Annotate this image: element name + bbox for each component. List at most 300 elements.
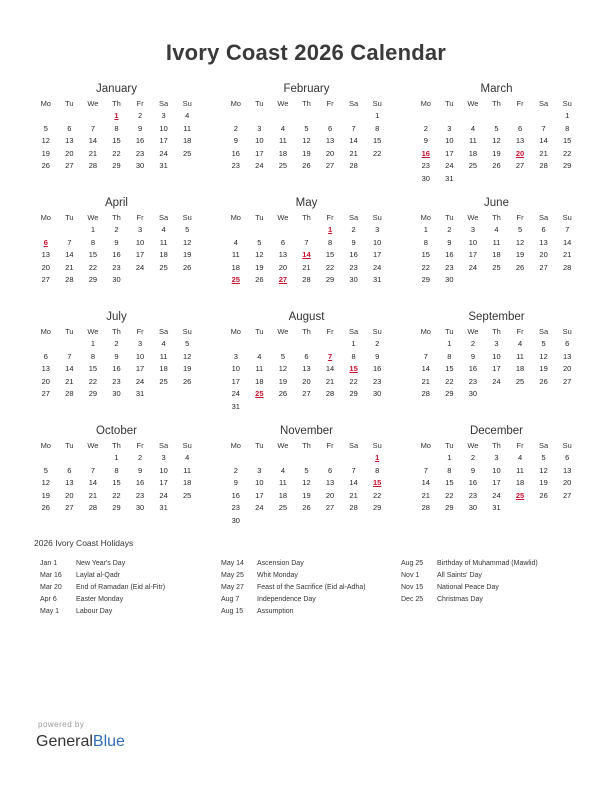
day-cell: 9 (375, 351, 380, 361)
weekday-label: We (277, 213, 289, 222)
day-cell: 20 (562, 364, 572, 373)
week-row (414, 351, 579, 364)
holiday-column (221, 558, 366, 618)
day-cell: 14 (88, 136, 98, 145)
day-cell: 26 (41, 161, 50, 170)
holiday-date: Nov 15 (401, 584, 424, 591)
holiday-day-cell: 15 (349, 364, 358, 373)
weekday-label: Mo (40, 327, 51, 336)
month-october (34, 422, 199, 526)
weekday-label: Fr (136, 99, 144, 108)
day-cell: 6 (67, 123, 72, 133)
day-cell: 20 (65, 490, 74, 500)
day-cell: 24 (231, 389, 240, 398)
month-november (224, 422, 389, 526)
weekday-label: Sa (539, 441, 549, 450)
empty-day-cell (485, 388, 509, 401)
empty-day-cell (271, 224, 295, 237)
day-cell: 29 (112, 503, 121, 512)
day-cell: 20 (278, 262, 288, 272)
day-cell: 25 (182, 490, 192, 500)
week-row (34, 224, 199, 237)
holiday-day-cell: 1 (114, 111, 119, 120)
day-cell: 24 (159, 148, 168, 158)
day-cell: 20 (302, 376, 311, 386)
day-cell: 10 (255, 478, 264, 487)
weekday-header (34, 98, 199, 110)
empty-day-cell (81, 452, 105, 465)
holiday-day-cell: 20 (515, 148, 525, 158)
day-cell: 18 (278, 490, 288, 500)
weekday-label: We (467, 213, 479, 222)
weekday-header (34, 326, 199, 338)
day-cell: 10 (492, 351, 501, 361)
day-cell: 3 (447, 123, 452, 133)
day-cell: 28 (302, 275, 311, 284)
empty-day-cell (414, 338, 438, 351)
day-cell: 22 (112, 490, 121, 500)
day-cell: 31 (159, 161, 168, 170)
weekday-label: Tu (445, 327, 454, 336)
day-cell: 5 (280, 351, 285, 361)
day-cell: 4 (161, 225, 166, 234)
day-cell: 9 (470, 351, 475, 361)
day-cell: 30 (349, 275, 358, 284)
holiday-row (401, 594, 538, 606)
holiday-day-cell: 1 (375, 453, 380, 462)
empty-day-cell (271, 401, 295, 414)
holiday-date: Mar 20 (40, 584, 62, 591)
day-cell: 25 (492, 262, 501, 272)
empty-day-cell (58, 110, 82, 123)
day-cell: 21 (421, 490, 430, 500)
day-cell: 5 (185, 225, 190, 234)
empty-day-cell (224, 224, 248, 237)
day-cell: 2 (470, 339, 475, 348)
week-row (34, 490, 199, 503)
day-cell: 7 (67, 237, 72, 247)
weekday-label: Su (562, 99, 572, 108)
holiday-date: May 1 (40, 608, 60, 615)
month-december (414, 422, 579, 526)
holiday-name: Whit Monday (257, 572, 298, 579)
weekday-label: Fr (136, 441, 144, 450)
empty-day-cell (438, 110, 462, 123)
month-march (414, 80, 579, 184)
day-cell: 19 (302, 490, 311, 500)
weekday-label: Sa (349, 213, 359, 222)
day-cell: 22 (421, 262, 430, 272)
empty-day-cell (175, 388, 199, 401)
day-cell: 8 (565, 123, 570, 133)
day-cell: 13 (65, 136, 74, 145)
day-cell: 21 (562, 250, 572, 259)
day-cell: 30 (468, 389, 478, 398)
day-cell: 9 (114, 351, 119, 361)
weekday-label: Fr (326, 99, 334, 108)
day-cell: 18 (515, 478, 525, 487)
holiday-day-cell: 25 (515, 490, 525, 500)
weekday-label: Th (112, 99, 121, 108)
day-cell: 7 (90, 123, 95, 133)
day-cell: 29 (349, 389, 358, 398)
holiday-name: National Peace Day (437, 584, 499, 591)
day-cell: 11 (279, 478, 287, 487)
week-row (414, 502, 579, 515)
day-cell: 8 (114, 465, 119, 475)
week-row (224, 123, 389, 136)
weekday-label: Th (492, 213, 501, 222)
holiday-date: Jan 1 (40, 560, 58, 567)
day-cell: 31 (159, 503, 168, 512)
holiday-name: Birthday of Muhammad (Mawlid) (437, 560, 538, 567)
day-cell: 17 (231, 376, 240, 386)
day-cell: 24 (135, 376, 145, 386)
week-row (224, 477, 389, 490)
day-cell: 20 (325, 490, 335, 500)
day-cell: 16 (349, 250, 358, 259)
day-cell: 20 (41, 376, 50, 386)
week-row (224, 148, 389, 161)
holiday-row (401, 582, 538, 594)
weekday-label: Sa (349, 99, 359, 108)
week-row (34, 376, 199, 389)
day-cell: 17 (445, 148, 454, 158)
day-cell: 17 (135, 250, 145, 259)
day-cell: 9 (233, 136, 238, 145)
empty-day-cell (34, 338, 58, 351)
day-cell: 15 (445, 478, 454, 487)
month-july (34, 308, 199, 412)
empty-day-cell (224, 110, 248, 123)
day-cell: 9 (137, 465, 143, 475)
day-cell: 18 (159, 250, 168, 259)
week-row (414, 224, 579, 237)
day-cell: 19 (182, 364, 192, 373)
week-row (414, 237, 579, 250)
day-cell: 4 (257, 351, 262, 361)
holiday-date: May 14 (221, 560, 244, 567)
day-cell: 24 (468, 262, 478, 272)
day-cell: 6 (517, 123, 523, 133)
week-row (414, 376, 579, 389)
week-row (224, 249, 389, 262)
day-cell: 2 (137, 111, 143, 120)
day-cell: 16 (135, 136, 145, 145)
day-cell: 11 (469, 136, 477, 145)
day-cell: 13 (562, 351, 572, 361)
day-cell: 18 (492, 250, 501, 259)
empty-day-cell (318, 452, 342, 465)
day-cell: 26 (182, 262, 192, 272)
week-row (34, 351, 199, 364)
holiday-date: Aug 15 (221, 608, 244, 615)
day-cell: 12 (539, 351, 548, 361)
holiday-date: Aug 25 (401, 560, 424, 567)
day-cell: 3 (161, 111, 166, 120)
day-cell: 5 (185, 339, 190, 348)
day-cell: 15 (88, 250, 98, 259)
holiday-row (40, 558, 165, 570)
day-cell: 7 (90, 465, 95, 475)
day-cell: 7 (304, 237, 309, 247)
holiday-day-cell: 7 (327, 351, 333, 361)
day-cell: 7 (541, 123, 546, 133)
day-cell: 8 (375, 123, 380, 133)
weekday-label: Su (372, 327, 382, 336)
week-row (34, 148, 199, 161)
weekday-label: We (277, 441, 289, 450)
day-cell: 9 (114, 237, 119, 247)
day-cell: 10 (135, 237, 145, 247)
day-cell: 19 (539, 364, 548, 373)
day-cell: 16 (112, 364, 121, 373)
empty-day-cell (508, 173, 532, 186)
weekday-header (414, 326, 579, 338)
weekday-label: Tu (445, 99, 454, 108)
day-cell: 31 (372, 275, 382, 284)
holiday-row (40, 582, 165, 594)
weekday-label: We (467, 99, 479, 108)
empty-day-cell (248, 224, 272, 237)
day-cell: 6 (327, 123, 333, 133)
week-row (224, 351, 389, 364)
weekday-label: Tu (445, 213, 454, 222)
day-cell: 2 (114, 225, 119, 234)
day-cell: 21 (65, 262, 74, 272)
weekday-label: Mo (230, 99, 241, 108)
day-cell: 28 (65, 275, 74, 284)
day-cell: 19 (302, 148, 311, 158)
empty-day-cell (295, 515, 319, 528)
day-cell: 3 (257, 465, 262, 475)
weekday-label: Su (562, 441, 572, 450)
day-cell: 1 (90, 225, 95, 234)
day-cell: 8 (351, 351, 356, 361)
week-row (224, 160, 389, 173)
weekday-header (224, 326, 389, 338)
weekday-label: Fr (516, 213, 524, 222)
day-cell: 2 (233, 465, 238, 475)
holiday-day-cell: 25 (255, 389, 264, 398)
day-cell: 10 (445, 136, 454, 145)
weekday-label: Su (182, 327, 192, 336)
week-row (414, 388, 579, 401)
day-cell: 29 (445, 503, 454, 512)
month-name: March (480, 83, 513, 95)
month-name: July (106, 311, 127, 323)
day-cell: 16 (468, 478, 478, 487)
empty-day-cell (248, 401, 272, 414)
day-cell: 1 (565, 111, 570, 120)
week-row (34, 477, 199, 490)
week-row (414, 477, 579, 490)
day-cell: 7 (351, 123, 356, 133)
day-cell: 26 (41, 503, 50, 512)
day-cell: 16 (372, 364, 382, 373)
day-cell: 3 (375, 225, 380, 234)
day-cell: 5 (517, 225, 523, 234)
weekday-header (414, 212, 579, 224)
weekday-label: Fr (516, 99, 524, 108)
day-cell: 14 (325, 364, 335, 373)
day-cell: 27 (539, 262, 548, 272)
day-cell: 30 (231, 515, 240, 525)
brand-logo[interactable] (36, 733, 125, 751)
weekday-label: Tu (65, 441, 74, 450)
day-cell: 1 (90, 339, 95, 348)
holiday-row (221, 570, 366, 582)
day-cell: 12 (302, 478, 311, 487)
day-cell: 4 (161, 339, 166, 348)
day-cell: 10 (135, 351, 145, 361)
day-cell: 6 (327, 465, 333, 475)
day-cell: 14 (539, 136, 548, 145)
empty-day-cell (365, 401, 389, 414)
holiday-day-cell: 27 (278, 275, 288, 284)
day-cell: 28 (421, 389, 430, 398)
day-cell: 24 (255, 161, 264, 170)
day-cell: 19 (41, 490, 50, 500)
holiday-column (40, 558, 165, 618)
day-cell: 27 (41, 275, 50, 284)
day-cell: 27 (65, 503, 74, 512)
day-cell: 5 (257, 237, 262, 247)
day-cell: 26 (182, 376, 192, 386)
holiday-day-cell: 6 (43, 237, 48, 247)
empty-day-cell (248, 110, 272, 123)
day-cell: 27 (65, 161, 74, 170)
month-name: December (469, 425, 524, 437)
day-cell: 18 (182, 136, 192, 145)
weekday-label: Fr (326, 213, 334, 222)
weekday-header (224, 212, 389, 224)
holiday-row (221, 594, 366, 606)
day-cell: 4 (185, 111, 190, 120)
day-cell: 13 (562, 465, 572, 475)
day-cell: 24 (255, 503, 264, 512)
day-cell: 3 (257, 123, 262, 133)
day-cell: 14 (349, 478, 358, 487)
day-cell: 24 (492, 490, 501, 500)
day-cell: 27 (325, 161, 335, 170)
week-row (224, 490, 389, 503)
weekday-label: Th (112, 213, 121, 222)
empty-day-cell (271, 110, 295, 123)
day-cell: 28 (325, 389, 335, 398)
weekday-label: Th (492, 99, 501, 108)
holiday-row (401, 570, 538, 582)
day-cell: 12 (41, 478, 50, 487)
day-cell: 26 (255, 275, 264, 284)
day-cell: 28 (65, 389, 74, 398)
day-cell: 28 (88, 161, 98, 170)
day-cell: 27 (562, 376, 572, 386)
empty-day-cell (461, 173, 485, 186)
day-cell: 15 (421, 250, 430, 259)
empty-day-cell (508, 502, 532, 515)
day-cell: 1 (375, 111, 380, 120)
empty-day-cell (532, 110, 556, 123)
day-cell: 18 (159, 364, 168, 373)
week-row (224, 274, 389, 287)
day-cell: 11 (492, 237, 501, 247)
day-cell: 25 (159, 376, 168, 386)
month-name: November (279, 425, 334, 437)
empty-day-cell (342, 401, 366, 414)
day-cell: 11 (516, 351, 524, 361)
month-name: April (104, 197, 128, 209)
weekday-label: Th (112, 441, 121, 450)
day-cell: 22 (88, 262, 98, 272)
day-cell: 11 (231, 250, 240, 259)
weekday-label: Mo (230, 441, 241, 450)
day-cell: 16 (445, 250, 454, 259)
day-cell: 30 (445, 275, 454, 284)
day-cell: 21 (65, 376, 74, 386)
weekday-label: Th (492, 327, 501, 336)
day-cell: 15 (445, 364, 454, 373)
weekday-label: We (87, 441, 99, 450)
weekday-label: Mo (230, 327, 241, 336)
empty-day-cell (508, 388, 532, 401)
week-row (224, 376, 389, 389)
empty-day-cell (175, 274, 199, 287)
day-cell: 8 (327, 237, 333, 247)
empty-day-cell (248, 338, 272, 351)
empty-day-cell (152, 388, 176, 401)
weekday-header (414, 440, 579, 452)
day-cell: 10 (468, 237, 478, 247)
day-cell: 17 (468, 250, 478, 259)
weekday-label: Sa (159, 213, 169, 222)
day-cell: 6 (565, 339, 570, 348)
week-row (414, 173, 579, 186)
day-cell: 14 (65, 364, 74, 373)
day-cell: 13 (302, 364, 311, 373)
holiday-name: Christmas Day (437, 596, 483, 603)
day-cell: 19 (492, 148, 501, 158)
empty-day-cell (224, 452, 248, 465)
weekday-label: Sa (159, 441, 169, 450)
week-row (224, 401, 389, 414)
week-row (224, 110, 389, 123)
empty-day-cell (318, 338, 342, 351)
empty-day-cell (365, 515, 389, 528)
day-cell: 27 (562, 490, 572, 500)
weekday-label: We (467, 327, 479, 336)
day-cell: 12 (539, 465, 548, 475)
day-cell: 18 (182, 478, 192, 487)
day-cell: 2 (423, 123, 428, 133)
day-cell: 16 (468, 364, 478, 373)
day-cell: 10 (231, 364, 240, 373)
day-cell: 30 (468, 503, 478, 512)
week-row (224, 388, 389, 401)
day-cell: 8 (423, 237, 428, 247)
months-grid (34, 80, 579, 526)
weekday-label: Fr (136, 213, 144, 222)
week-row (414, 452, 579, 465)
holiday-day-cell: 25 (231, 275, 240, 284)
weekday-label: Mo (230, 213, 241, 222)
day-cell: 7 (565, 225, 570, 234)
day-cell: 3 (233, 351, 238, 361)
week-row (224, 135, 389, 148)
day-cell: 28 (539, 161, 548, 170)
day-cell: 17 (135, 364, 145, 373)
week-row (414, 274, 579, 287)
